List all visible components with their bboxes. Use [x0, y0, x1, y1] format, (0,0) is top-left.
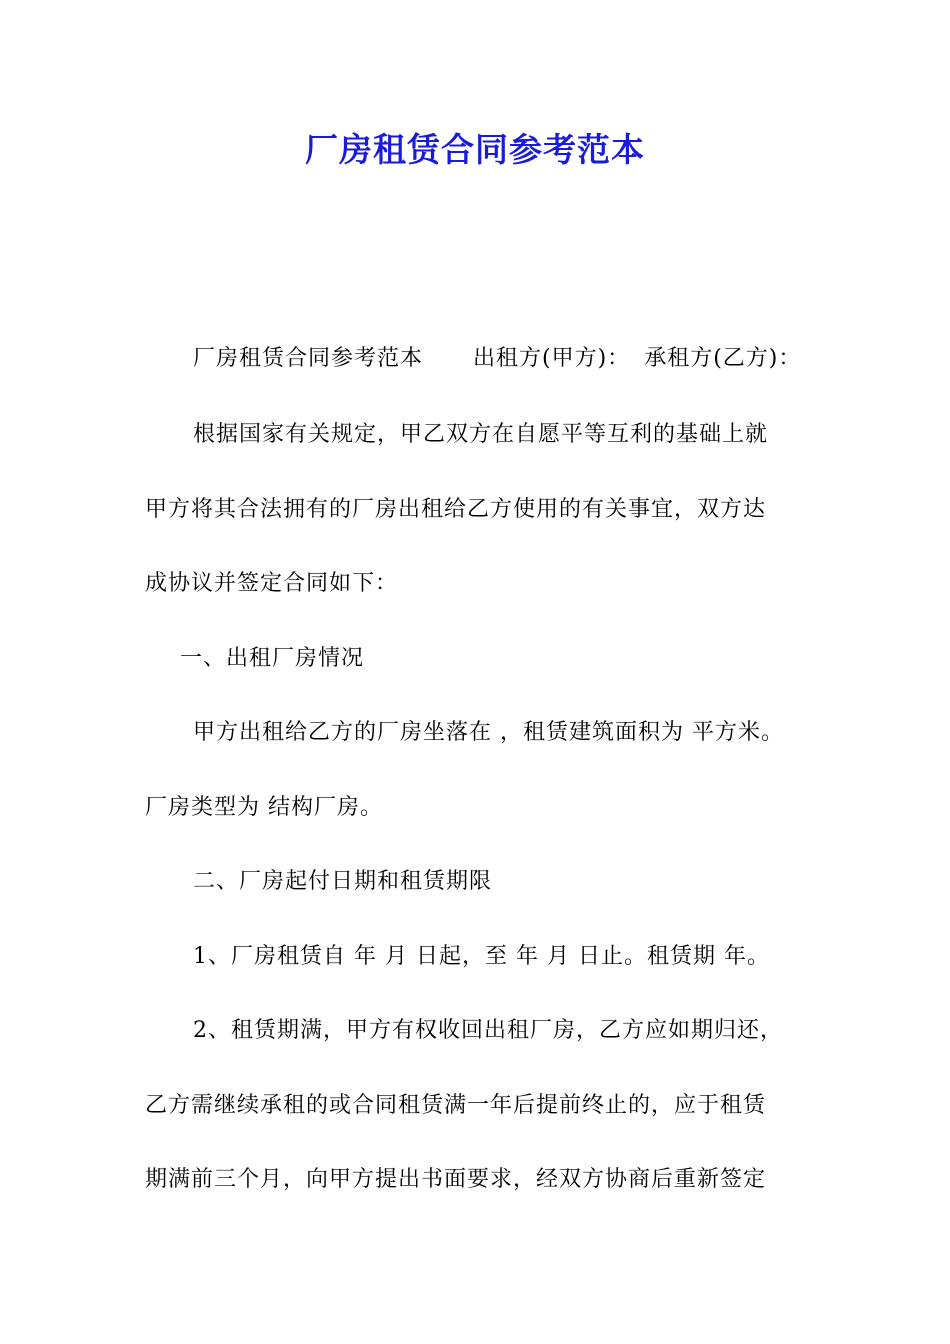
- lessor-label: 出租方(甲方)：: [473, 346, 631, 371]
- section-heading: 一、出租厂房情况: [180, 646, 365, 671]
- intro-line: [193, 343, 801, 375]
- paragraph-line: 2、租赁期满，甲方有权收回出租厂房，乙方应如期归还，: [193, 1018, 783, 1043]
- lessee-label: 承租方(乙方)：: [644, 346, 802, 371]
- paragraph-line: 期满前三个月，向甲方提出书面要求，经双方协商后重新签定: [145, 1167, 767, 1192]
- paragraph-line: 甲方出租给乙方的厂房坐落在 ，租赁建筑面积为 平方米。: [193, 720, 784, 745]
- intro-subtitle: 厂房租赁合同参考范本: [193, 346, 424, 371]
- paragraph-line: 1、厂房租赁自 年 月 日起，至 年 月 日止。租赁期 年。: [193, 944, 770, 969]
- paragraph-line: 甲方将其合法拥有的厂房出租给乙方使用的有关事宜，双方达: [145, 497, 767, 522]
- paragraph-line: 厂房类型为 结构厂房。: [145, 795, 383, 820]
- paragraph-line: 乙方需继续承租的或合同租赁满一年后提前终止的，应于租赁: [145, 1093, 767, 1118]
- section-heading: 二、厂房起付日期和租赁期限: [193, 869, 493, 894]
- document-title: 厂房租赁合同参考范本: [305, 130, 645, 169]
- paragraph-line: 根据国家有关规定，甲乙双方在自愿平等互利的基础上就: [193, 422, 769, 447]
- paragraph-line: 成协议并签定合同如下：: [145, 571, 399, 596]
